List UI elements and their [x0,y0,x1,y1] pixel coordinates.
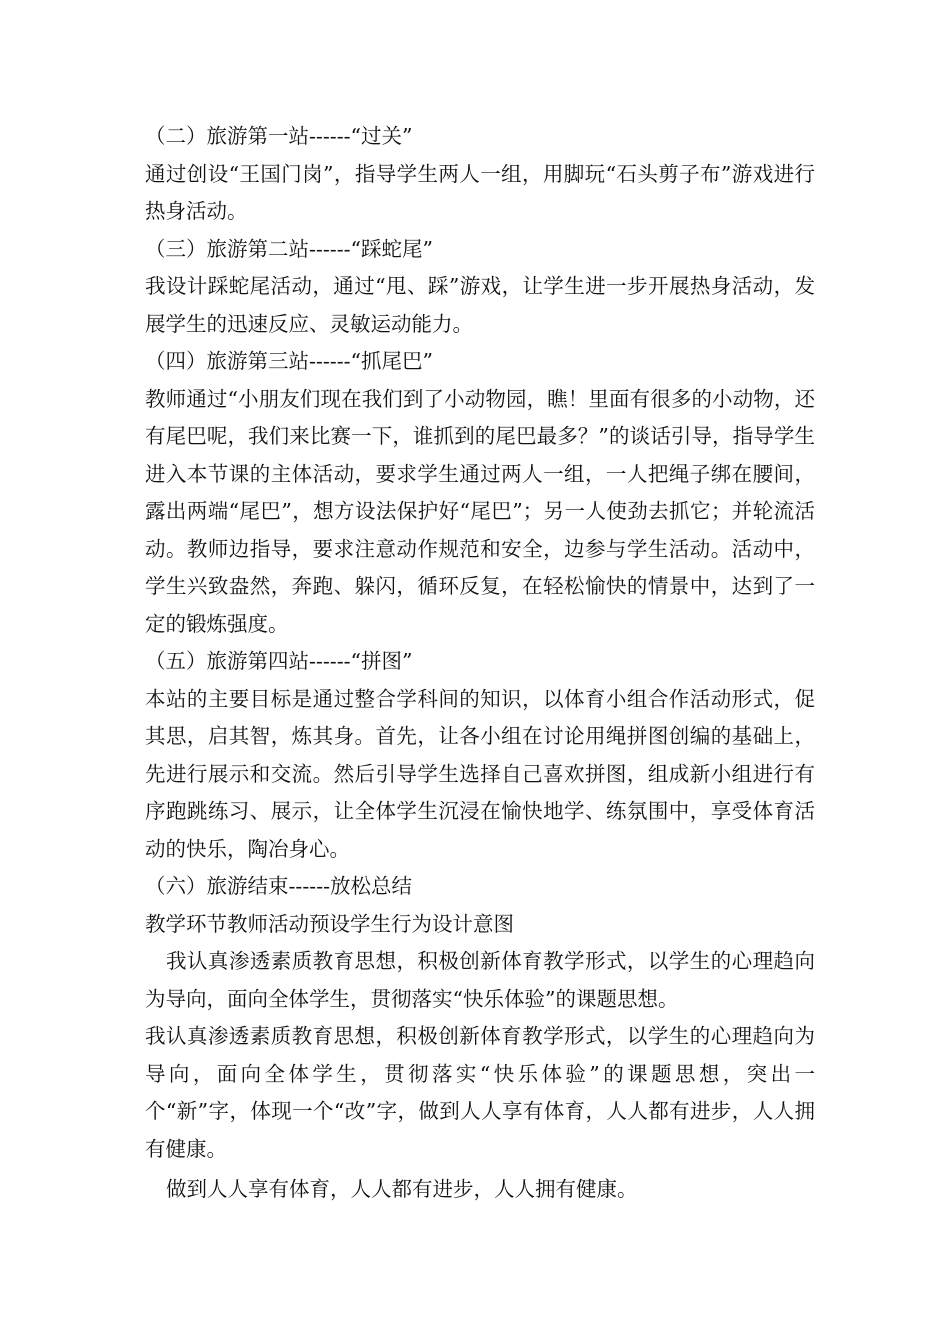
paragraph-station-1: 通过创设“王国门岗”，指导学生两人一组，用脚玩“石头剪子布”游戏进行热身活动。 [145,161,815,223]
paragraph-station-4: 本站的主要目标是通过整合学科间的知识，以体育小组合作活动形式，促其思，启其智，炼其身。首先，让各小组在讨论用绳拼图创编的基础上，先进行展示和交流。然后引导学生选择自己喜欢拼图，组成新小组进行有序跑跳练习、展示，让全体学生沉浸在愉快地学、练氛围中，享受体育活动的快乐，陶冶身心。 [145,686,815,861]
paragraph-summary-3: 做到人人享有体育，人人都有进步，人人拥有健康。 [166,1177,638,1201]
section-heading-station-4: （五）旅游第四站------“拼图” [145,649,413,673]
paragraph-summary-2: 我认真渗透素质教育思想，积极创新体育教学形式，以学生的心理趋向为导向，面向全体学生，贯彻落实“快乐体验”的课题思想，突出一个“新”字，体现一个“改”字，做到人人享有体育，人人都有进步，人人拥有健康。 [145,1024,815,1161]
section-heading-ending: （六）旅游结束------放松总结 [145,874,413,898]
paragraph-station-2: 我设计踩蛇尾活动，通过“甩、踩”游戏，让学生进一步开展热身活动，发展学生的迅速反应、灵敏运动能力。 [145,274,815,336]
section-heading-station-3: （四）旅游第三站------“抓尾巴” [145,349,434,373]
paragraph-station-3: 教师通过“小朋友们现在我们到了小动物园，瞧！里面有很多的小动物，还有尾巴呢，我们来比赛一下，谁抓到的尾巴最多？”的谈话引导，指导学生进入本节课的主体活动，要求学生通过两人一组，一人把绳子绑在腰间，露出两端“尾巴”，想方设法保护好“尾巴”；另一人使劲去抓它；并轮流活动。教师边指导，要求注意动作规范和安全，边参与学生活动。活动中，学生兴致盎然，奔跑、躲闪，循环反复，在轻松愉快的情景中，达到了一定的锻炼强度。 [145,386,815,636]
document-body [145,118,815,1209]
table-header-line: 教学环节教师活动预设学生行为设计意图 [145,911,514,936]
section-heading-station-2: （三）旅游第二站------“踩蛇尾” [145,236,434,261]
section-heading-station-1: （二）旅游第一站------“过关” [145,124,413,148]
paragraph-summary-1: 我认真渗透素质教育思想，积极创新体育教学形式，以学生的心理趋向为导向，面向全体学生，贯彻落实“快乐体验”的课题思想。 [145,949,815,1011]
